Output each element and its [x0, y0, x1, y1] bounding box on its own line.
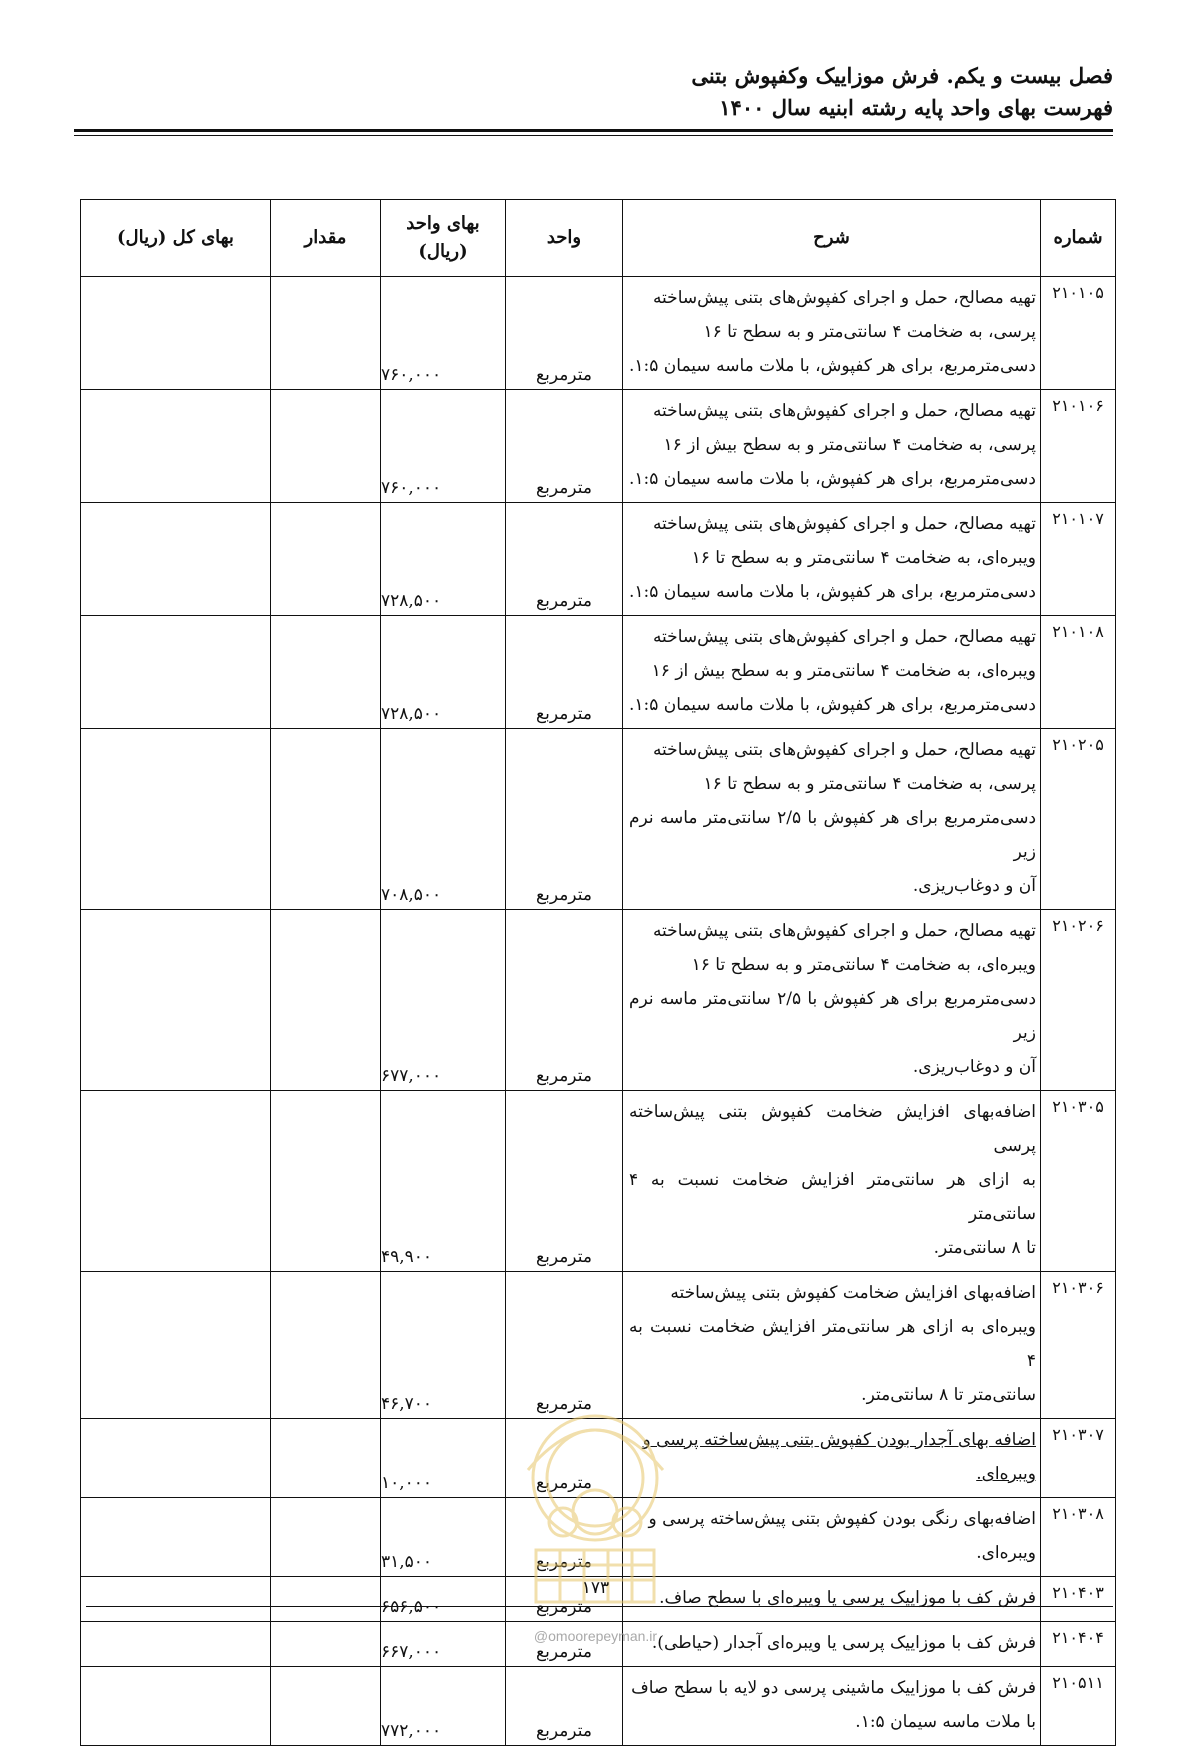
item-total-price	[81, 1667, 271, 1746]
item-unit: مترمربع	[506, 277, 623, 390]
item-total-price	[81, 1091, 271, 1272]
chapter-title: فصل بیست و یکم. فرش موزاییک وکفپوش بتنی	[691, 63, 1113, 88]
header-description: شرح	[623, 200, 1041, 277]
table-row	[81, 277, 1116, 390]
description-line: دسی‌مترمربع، برای هر کفپوش، با ملات ماسه سیمان ۱:۵.	[629, 695, 1036, 715]
item-unit: مترمربع	[506, 1622, 623, 1667]
item-unit-price: ۷۰۸,۵۰۰	[381, 729, 506, 910]
description-line: تهیه مصالح، حمل و اجرای کفپوش‌های بتنی پیش‌ساخته	[652, 401, 1036, 421]
item-description	[623, 1667, 1041, 1746]
item-unit: مترمربع	[506, 1272, 623, 1419]
item-unit: مترمربع	[506, 910, 623, 1091]
item-unit-price: ۶۷۷,۰۰۰	[381, 910, 506, 1091]
description-line: تهیه مصالح، حمل و اجرای کفپوش‌های بتنی پیش‌ساخته	[652, 514, 1036, 534]
item-description	[623, 1272, 1041, 1419]
table-row	[81, 390, 1116, 503]
item-unit-price: ۷۶۰,۰۰۰	[381, 390, 506, 503]
description-line: دسی‌مترمربع برای هر کفپوش با ۲/۵ سانتی‌متر ماسه نرم زیر	[629, 808, 1037, 862]
item-number: ۲۱۰۱۰۸	[1041, 616, 1116, 729]
table-row	[81, 616, 1116, 729]
item-quantity	[271, 1272, 381, 1419]
item-description	[623, 1498, 1041, 1577]
description-line: فرش کف با موزاییک پرسی یا ویبره‌ای آجدار (حیاطی).	[651, 1633, 1036, 1653]
item-unit-price: ۱۰,۰۰۰	[381, 1419, 506, 1498]
item-quantity	[271, 910, 381, 1091]
item-quantity	[271, 277, 381, 390]
header-rule-thin	[74, 135, 1113, 136]
table-row	[81, 1272, 1116, 1419]
item-number: ۲۱۰۲۰۵	[1041, 729, 1116, 910]
item-total-price	[81, 1498, 271, 1577]
item-description	[623, 1091, 1041, 1272]
item-unit-price: ۶۶۷,۰۰۰	[381, 1622, 506, 1667]
item-total-price	[81, 277, 271, 390]
header-total-price: بهای کل (ریال)	[81, 200, 271, 277]
description-line: تهیه مصالح، حمل و اجرای کفپوش‌های بتنی پیش‌ساخته	[652, 740, 1036, 760]
item-total-price	[81, 910, 271, 1091]
item-quantity	[271, 1419, 381, 1498]
description-line: ویبره‌ای.	[976, 1464, 1036, 1484]
price-table	[80, 199, 1116, 1746]
description-line: دسی‌مترمربع، برای هر کفپوش، با ملات ماسه سیمان ۱:۵.	[629, 469, 1036, 489]
table-row	[81, 1419, 1116, 1498]
table-row	[81, 910, 1116, 1091]
table-header-row	[81, 200, 1116, 277]
item-quantity	[271, 1667, 381, 1746]
item-unit: مترمربع	[506, 1419, 623, 1498]
item-quantity	[271, 390, 381, 503]
description-line: آن و دوغاب‌ریزی.	[912, 1057, 1036, 1077]
item-quantity	[271, 1498, 381, 1577]
item-unit-price: ۳۱,۵۰۰	[381, 1498, 506, 1577]
item-unit: مترمربع	[506, 1498, 623, 1577]
description-line: پرسی، به ضخامت ۴ سانتی‌متر و به سطح تا ۱۶	[703, 774, 1036, 794]
description-line: اضافه بهای آجدار بودن کفپوش بتنی پیش‌ساخته پرسی و	[642, 1430, 1036, 1450]
description-line: پرسی، به ضخامت ۴ سانتی‌متر و به سطح تا ۱۶	[703, 322, 1036, 342]
item-unit-price: ۴۹,۹۰۰	[381, 1091, 506, 1272]
item-description	[623, 390, 1041, 503]
item-number: ۲۱۰۳۰۸	[1041, 1498, 1116, 1577]
item-number: ۲۱۰۱۰۷	[1041, 503, 1116, 616]
description-line: به ازای هر سانتی‌متر افزایش ضخامت نسبت به ۴ سانتی‌متر	[629, 1170, 1036, 1224]
item-total-price	[81, 1272, 271, 1419]
item-number: ۲۱۰۱۰۵	[1041, 277, 1116, 390]
page-number: ۱۷۳	[581, 1578, 610, 1598]
description-line: دسی‌مترمربع، برای هر کفپوش، با ملات ماسه سیمان ۱:۵.	[629, 582, 1036, 602]
item-unit-price: ۴۶,۷۰۰	[381, 1272, 506, 1419]
header-unit-price: بهای واحد (ریال)	[381, 200, 506, 277]
page-header	[691, 60, 1113, 124]
item-description	[623, 277, 1041, 390]
table-row	[81, 1667, 1116, 1746]
description-line: اضافه‌بهای افزایش ضخامت کفپوش بتنی پیش‌ساخته	[670, 1283, 1036, 1303]
item-number: ۲۱۰۵۱۱	[1041, 1667, 1116, 1746]
item-quantity	[271, 616, 381, 729]
description-line: تهیه مصالح، حمل و اجرای کفپوش‌های بتنی پیش‌ساخته	[652, 627, 1036, 647]
description-line: تهیه مصالح، حمل و اجرای کفپوش‌های بتنی پیش‌ساخته	[652, 921, 1036, 941]
description-line: ویبره‌ای.	[976, 1543, 1036, 1563]
table-row	[81, 729, 1116, 910]
price-list-title: فهرست بهای واحد پایه رشته ابنیه سال ۱۴۰۰	[719, 95, 1113, 120]
item-number: ۲۱۰۳۰۶	[1041, 1272, 1116, 1419]
description-line: آن و دوغاب‌ریزی.	[912, 876, 1036, 896]
description-line: اضافه‌بهای رنگی بودن کفپوش بتنی پیش‌ساخته پرسی و	[648, 1509, 1036, 1529]
item-total-price	[81, 616, 271, 729]
description-line: دسی‌مترمربع، برای هر کفپوش، با ملات ماسه سیمان ۱:۵.	[629, 356, 1036, 376]
item-unit: مترمربع	[506, 390, 623, 503]
site-watermark: @omoorepeyman.ir	[533, 1628, 658, 1644]
item-unit-price: ۷۶۰,۰۰۰	[381, 277, 506, 390]
item-description	[623, 616, 1041, 729]
item-total-price	[81, 1419, 271, 1498]
item-number: ۲۱۰۳۰۷	[1041, 1419, 1116, 1498]
item-unit: مترمربع	[506, 503, 623, 616]
item-total-price	[81, 390, 271, 503]
description-line: تهیه مصالح، حمل و اجرای کفپوش‌های بتنی پیش‌ساخته	[652, 288, 1036, 308]
item-number: ۲۱۰۳۰۵	[1041, 1091, 1116, 1272]
footer-rule	[86, 1606, 1113, 1607]
description-line: فرش کف با موزاییک ماشینی پرسی دو لایه با سطح صاف	[631, 1678, 1036, 1698]
item-unit-price: ۷۲۸,۵۰۰	[381, 503, 506, 616]
item-unit: مترمربع	[506, 729, 623, 910]
description-line: سانتی‌متر تا ۸ سانتی‌متر.	[861, 1385, 1036, 1405]
description-line: فرش کف با موزاییک پرسی یا ویبره‌ای با سطح صاف.	[659, 1588, 1036, 1608]
item-unit-price: ۷۲۸,۵۰۰	[381, 616, 506, 729]
description-line: ویبره‌ای، به ضخامت ۴ سانتی‌متر و به سطح بیش از ۱۶	[651, 661, 1036, 681]
item-unit: مترمربع	[506, 1667, 623, 1746]
item-number: ۲۱۰۲۰۶	[1041, 910, 1116, 1091]
header-unit: واحد	[506, 200, 623, 277]
item-unit-price: ۶۵۶,۵۰۰	[381, 1577, 506, 1622]
description-line: اضافه‌بهای افزایش ضخامت کفپوش بتنی پیش‌ساخته پرسی	[629, 1102, 1036, 1156]
item-unit-price: ۷۷۲,۰۰۰	[381, 1667, 506, 1746]
item-number: ۲۱۰۱۰۶	[1041, 390, 1116, 503]
header-number: شماره	[1041, 200, 1116, 277]
item-quantity	[271, 503, 381, 616]
item-unit: مترمربع	[506, 1091, 623, 1272]
header-quantity: مقدار	[271, 200, 381, 277]
description-line: ویبره‌ای به ازای هر سانتی‌متر افزایش ضخامت نسبت به ۴	[629, 1317, 1036, 1371]
description-line: پرسی، به ضخامت ۴ سانتی‌متر و به سطح بیش از ۱۶	[663, 435, 1036, 455]
item-unit: مترمربع	[506, 616, 623, 729]
item-description	[623, 503, 1041, 616]
item-unit: مترمربع	[506, 1577, 623, 1622]
item-quantity	[271, 729, 381, 910]
item-description	[623, 910, 1041, 1091]
description-line: ویبره‌ای، به ضخامت ۴ سانتی‌متر و به سطح تا ۱۶	[691, 548, 1036, 568]
item-description	[623, 1419, 1041, 1498]
item-number: ۲۱۰۴۰۳	[1041, 1577, 1116, 1622]
table-row	[81, 503, 1116, 616]
item-description	[623, 729, 1041, 910]
header-rule-thick	[74, 129, 1113, 132]
item-total-price	[81, 729, 271, 910]
description-line: با ملات ماسه سیمان ۱:۵.	[855, 1712, 1036, 1732]
item-total-price	[81, 503, 271, 616]
item-number: ۲۱۰۴۰۴	[1041, 1622, 1116, 1667]
description-line: تا ۸ سانتی‌متر.	[933, 1238, 1036, 1258]
description-line: دسی‌مترمربع برای هر کفپوش با ۲/۵ سانتی‌متر ماسه نرم زیر	[629, 989, 1037, 1043]
description-line: ویبره‌ای، به ضخامت ۴ سانتی‌متر و به سطح تا ۱۶	[691, 955, 1036, 975]
item-quantity	[271, 1091, 381, 1272]
table-row	[81, 1091, 1116, 1272]
table-row	[81, 1498, 1116, 1577]
